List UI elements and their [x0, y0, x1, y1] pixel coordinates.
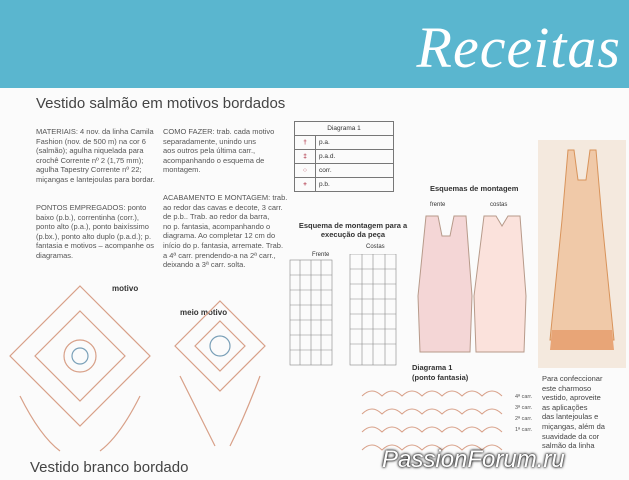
section-title: Receitas	[416, 15, 621, 80]
half-motif-inner	[195, 321, 245, 371]
stitches-line: diagramas.	[36, 250, 74, 260]
caption-line: este charmoso	[542, 383, 592, 393]
row-label: 2ª carr.	[515, 416, 533, 422]
dress-back-label: costas	[490, 202, 508, 208]
finishing-line: a 4ª carr. prendendo-a na 2ª carr.,	[163, 250, 276, 260]
assembly-schemes-title: Esquemas de montagem	[430, 184, 519, 193]
legend-label: p.a.d.	[316, 150, 394, 164]
legend-label: p.a.	[316, 136, 394, 150]
row-label: 4ª carr.	[515, 394, 533, 400]
fantasia-stitch-label: (ponto fantasia)	[412, 373, 469, 382]
half-motif-outline	[175, 301, 265, 391]
dress-front-icon	[418, 216, 472, 352]
materials-line: agulha Tapestry Corrente nº 22;	[36, 165, 142, 175]
finishing-line: no p. fantasia, acompanhando o	[163, 221, 271, 231]
motif-loops	[20, 396, 140, 451]
materials-line: (salmão); agulha niquelada para	[36, 146, 144, 156]
row-label: 3ª carr.	[515, 405, 533, 411]
how-to-line: montagem.	[163, 165, 201, 175]
stitches-line: PONTOS EMPREGADOS: ponto	[36, 203, 147, 212]
motif-label: motivo	[112, 284, 139, 293]
legend-label: corr.	[316, 164, 394, 178]
how-to-line: aos outros pela última carr.,	[163, 146, 256, 156]
caption-line: Para confeccionar	[542, 374, 603, 383]
finishing-line: diagrama. Ao completar 12 cm do	[163, 231, 276, 241]
how-to-line: COMO FAZER: trab. cada motivo	[163, 127, 275, 136]
stitch-symbol-icon: ○	[295, 164, 316, 178]
row-labels	[515, 392, 532, 436]
front-label: Frente	[312, 252, 330, 258]
header-banner	[0, 0, 629, 88]
diagram1-title: Diagrama 1	[295, 122, 394, 136]
materials-line: crochê Corrente nº 2 (1,75 mm);	[36, 155, 144, 165]
motif-outline	[10, 286, 150, 426]
photo-caption	[542, 374, 624, 451]
how-to-line: acompanhando o esquema de	[163, 155, 265, 165]
finishing-line: ACABAMENTO E MONTAGEM: trab.	[163, 193, 288, 202]
stitches-line: baixo (p.b.), correntinha (corr.),	[36, 212, 139, 222]
recipe-title: Vestido salmão em motivos bordados	[36, 95, 286, 112]
caption-line: as aplicações	[542, 402, 588, 412]
dress-front-label: frente	[430, 202, 446, 208]
stitches-line: (p.bx.), ponto alto duplo (p.a.d.); p.	[36, 231, 152, 241]
dress-schemes	[410, 206, 535, 356]
finishing-line: deixando a 3ª carr. solta.	[163, 260, 246, 270]
half-motif-label: meio motivo	[180, 308, 228, 317]
caption-line: das lantejoulas e	[542, 412, 599, 422]
caption-line: suavidade da cor	[542, 431, 600, 441]
dress-photo	[538, 140, 626, 368]
finishing-line: ao redor das cavas e decote, 3 carr.	[163, 202, 283, 212]
finishing-line: início do p. fantasia, arremate. Trab.	[163, 240, 284, 250]
second-recipe-title: Vestido branco bordado	[30, 459, 189, 476]
caption-line: salmão da linha	[542, 441, 595, 451]
legend-label: p.b.	[316, 178, 394, 192]
stitches-line: ponto alto (p.a.), ponto baixíssimo	[36, 222, 149, 232]
back-label: Costas	[366, 244, 385, 250]
materials-line: Fashion (nov. de 500 m) na cor 6	[36, 136, 146, 146]
diagram1-fantasia-title: Diagrama 1	[412, 363, 453, 372]
motif-diagrams	[0, 276, 290, 466]
finishing-text	[163, 193, 288, 270]
motif-inner	[35, 311, 125, 401]
materials-line: miçangas e lantejoulas para bordar.	[36, 174, 155, 184]
stitch-symbol-icon: ‡	[295, 150, 316, 164]
half-motif-loops	[180, 376, 260, 446]
caption-line: vestido, aproveite	[542, 393, 601, 403]
diagram1-legend	[294, 121, 394, 192]
row-label: 1ª carr.	[515, 427, 533, 433]
materials-text	[36, 127, 161, 185]
stitch-symbol-icon: †	[295, 136, 316, 150]
dress-back-icon	[474, 216, 526, 352]
stitches-text	[36, 203, 161, 261]
assembly-schema-title: Esquema de montagem para a execução da peça	[298, 221, 408, 239]
how-to-text	[163, 127, 288, 175]
stitches-line: fantasia e motivos – acompanhe os	[36, 241, 154, 251]
caption-line: miçangas, além da	[542, 421, 605, 431]
stitch-symbol-icon: +	[295, 178, 316, 192]
watermark: PassionForum.ru	[382, 446, 565, 473]
materials-line: MATERIAIS: 4 nov. da linha Camila	[36, 127, 154, 136]
motif-center	[64, 340, 96, 372]
motif-ring	[72, 348, 88, 364]
assembly-grid	[288, 254, 400, 374]
finishing-line: de p.b.. Trab. ao redor da barra,	[163, 212, 270, 222]
half-motif-center	[210, 336, 230, 356]
dress-photo-image	[538, 140, 626, 368]
how-to-line: separadamente, unindo uns	[163, 136, 256, 146]
